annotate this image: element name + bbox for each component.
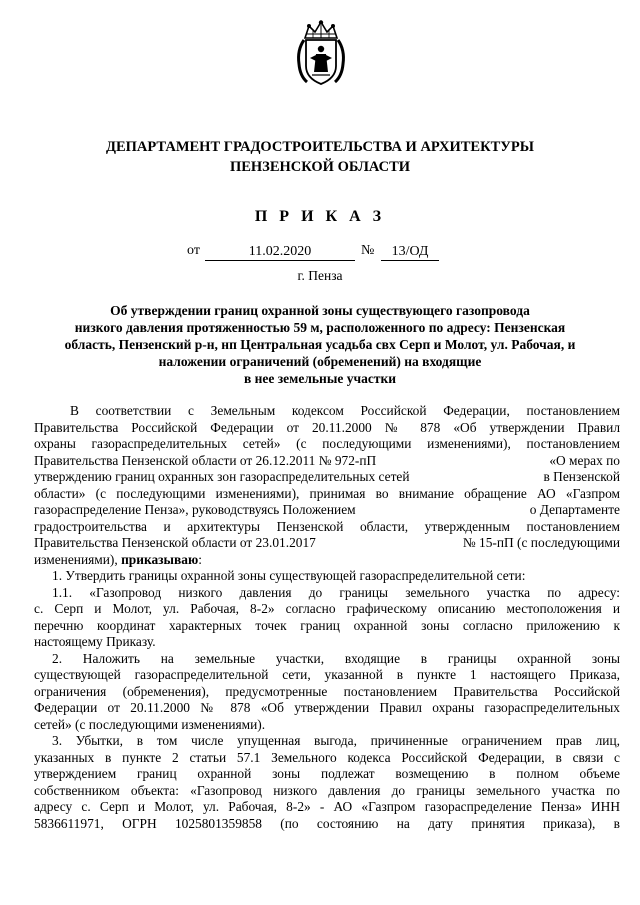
department-line-1: ДЕПАРТАМЕНТ ГРАДОСТРОИТЕЛЬСТВА И АРХИТЕКТУРЫ <box>105 139 535 155</box>
body-fragment: газораспределение Пенза», руководствуясь Положением <box>34 502 356 517</box>
body-line <box>34 535 620 552</box>
department-line-2: ПЕНЗЕНСКОЙ ОБЛАСТИ <box>229 159 411 175</box>
department-name <box>40 137 600 177</box>
body-fragment: о Департаменте <box>529 502 620 517</box>
date-prefix: от <box>187 243 200 258</box>
body-line: указанных в пункте 2 статьи 57.1 Земельного кодекса Российской Федерации, в связи с <box>34 749 620 765</box>
body-line: настоящему Приказу. <box>34 634 156 649</box>
order-date-line <box>187 243 487 261</box>
subject-line: низкого давления протяженностью 59 м, расположенного по адресу: Пензенская <box>74 320 566 335</box>
body-line: 5836611971, ОГРН 1025801359858 (по состоянию на дату принятия приказа), в <box>34 815 620 831</box>
body-line: градостроительства и архитектуры Пензенской области, утвержденным постановлением <box>34 518 620 534</box>
body-line: ограничения (обременения), предусмотренные постановлением Правительства Российской <box>34 683 620 699</box>
body-line: с. Серп и Молот, ул. Рабочая, 8-2» согласно графическому описанию местоположения и <box>34 601 620 616</box>
body-line <box>34 469 620 486</box>
body-line: адресу с. Серп и Молот, ул. Рабочая, 8-2» - АО «Газпром газораспределение Пенза» ИНН <box>34 799 620 814</box>
order-city: г. Пенза <box>297 268 343 283</box>
body-line: области» (с последующими изменениями), принимая во внимание обращение АО «Газпром <box>34 485 620 501</box>
body-fragment: «О мерах по <box>549 452 620 468</box>
order-body <box>34 403 620 832</box>
body-line: утверждением границ охранной зоны подлежат возмещению в полном объеме <box>34 766 620 781</box>
body-line: Федерации от 20.11.2000 № 878 «Об утверждении Правил охраны газораспределительных <box>34 700 620 715</box>
order-number: 13/ОД <box>381 243 439 261</box>
order-title: П Р И К А З <box>254 208 386 225</box>
body-line: охраны газораспределительных сетей» (с последующими изменениями), постановлением <box>34 436 620 451</box>
subject-line: в нее земельные участки <box>243 371 397 386</box>
body-line: 1.1. «Газопровод низкого давления до границы земельного участка по адресу: <box>52 584 620 600</box>
body-line: собственником объекта: «Газопровод низкого давления до границы земельного участка по <box>34 782 620 798</box>
subject-line: область, Пензенский р-н, нп Центральная усадьба свх Серп и Молот, ул. Рабочая, и <box>64 337 576 352</box>
body-line <box>34 502 620 519</box>
number-prefix: № <box>361 243 375 258</box>
body-line: Правительства Российской Федерации от 20.11.2000 № 878 «Об утверждении Правил <box>34 419 620 435</box>
order-verb: приказываю <box>121 551 199 567</box>
body-line: сетей» (с последующими изменениями). <box>34 716 266 732</box>
body-line: перечню координат характерных точек границ охранной зоны согласно приложению к <box>34 617 620 633</box>
body-line: 1. Утвердить границы охранной зоны существующей газораспределительной сети: <box>52 568 526 583</box>
body-fragment: в Пензенской <box>543 469 620 484</box>
body-line <box>34 453 620 470</box>
body-line: В соответствии с Земельным кодексом Российской Федерации, постановлением <box>70 403 620 418</box>
body-line: 2. Наложить на земельные участки, входящие в границы охранной зоны <box>52 650 620 666</box>
body-line: 3. Убытки, в том числе упущенная выгода, причиненные ограничением прав лиц, <box>52 733 620 748</box>
body-fragment: Правительства Пензенской области от 26.12.2011 № 972-пП <box>34 452 377 468</box>
body-fragment: : <box>198 551 202 567</box>
subject-line: Об утверждении границ охранной зоны существующего газопровода <box>110 303 530 318</box>
body-fragment: Правительства Пензенской области от 23.01.2017 <box>34 535 316 550</box>
order-subject <box>40 302 600 387</box>
body-fragment: изменениями), <box>34 551 118 567</box>
body-fragment: № 15-пП (с последующими <box>462 535 620 550</box>
body-fragment: утверждению границ охранных зон газораспределительных сетей <box>34 469 410 484</box>
order-date: 11.02.2020 <box>205 243 355 261</box>
body-line: существующей газораспределительной сети, указанной в пункте 1 настоящего Приказа, <box>34 667 620 682</box>
body-line <box>34 552 620 569</box>
subject-line: наложении ограничений (обременений) на входящие <box>158 354 482 369</box>
coat-of-arms-icon <box>295 20 347 88</box>
